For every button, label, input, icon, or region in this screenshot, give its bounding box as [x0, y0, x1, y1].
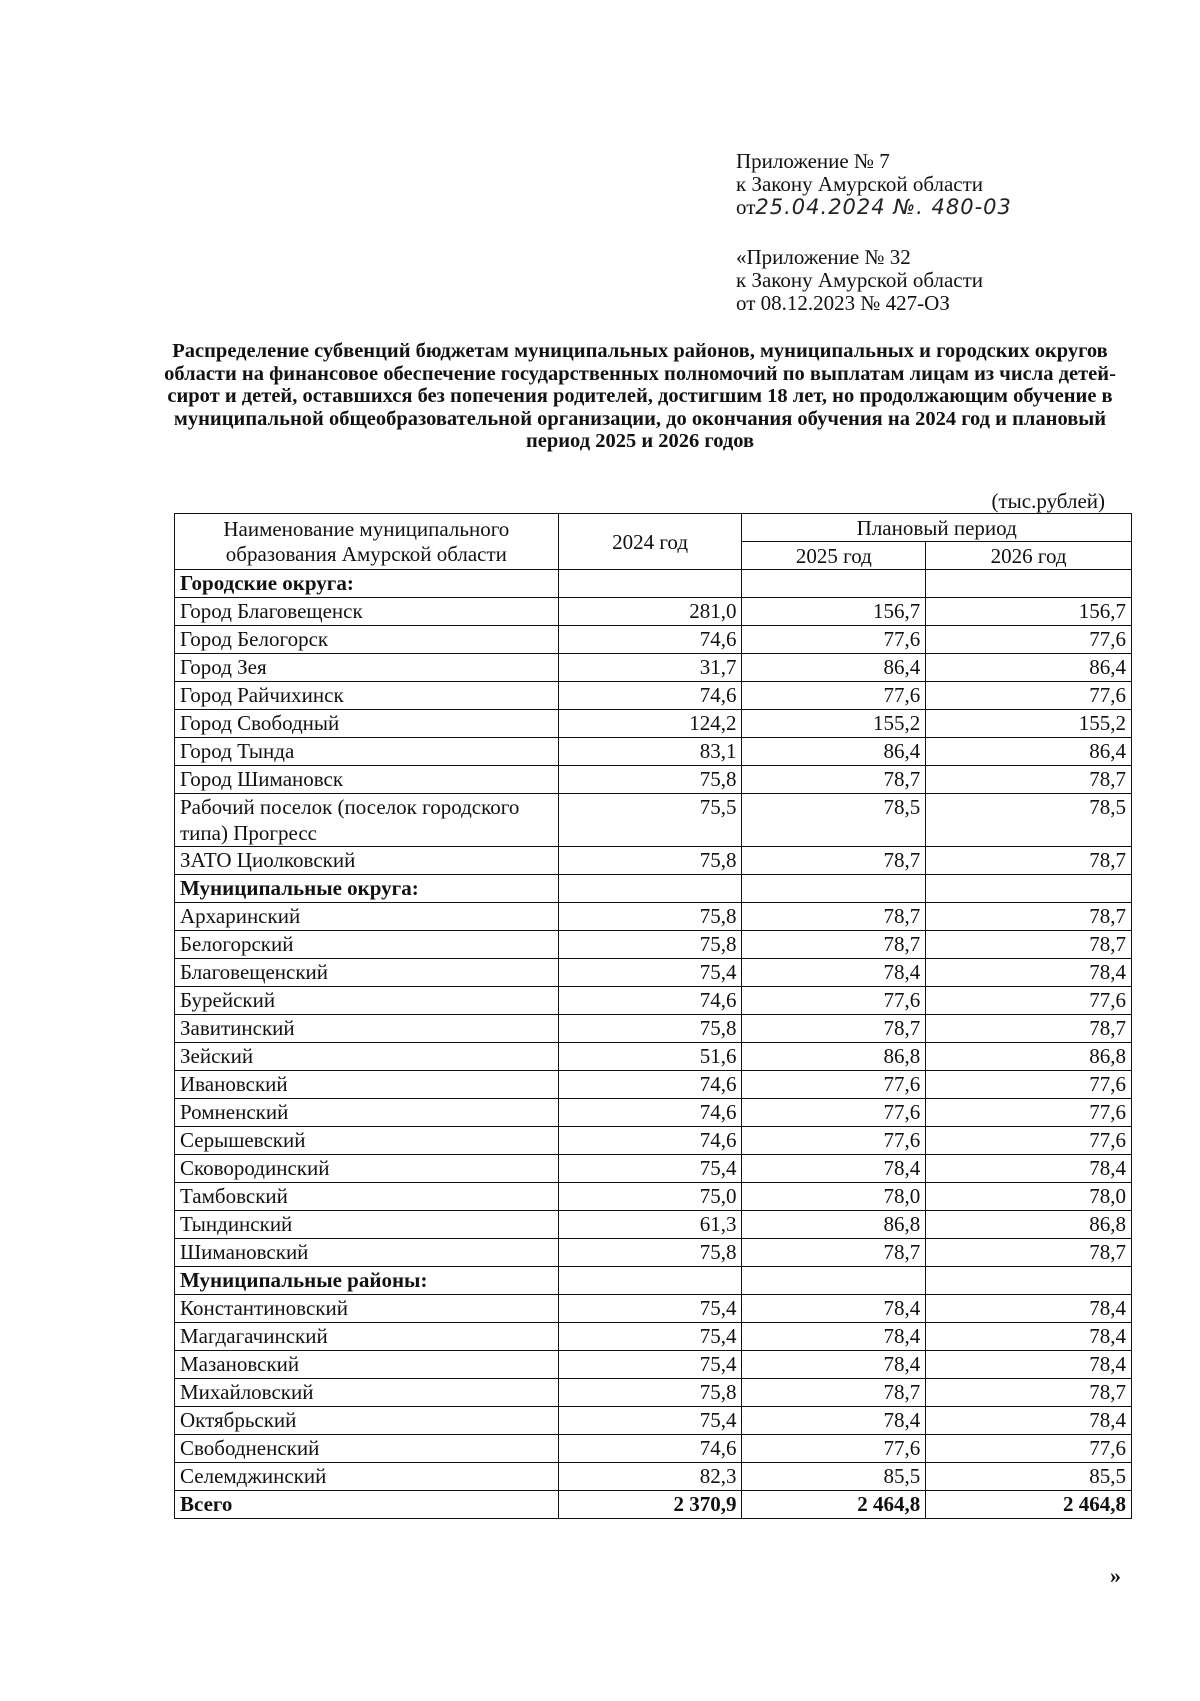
municipality-name: Октябрьский: [175, 1407, 559, 1435]
total-row: [175, 1491, 1132, 1519]
appendix-law-ref: к Закону Амурской области: [736, 172, 984, 196]
value-2025: 78,4: [742, 1155, 926, 1183]
value-2024: 75,8: [558, 1015, 742, 1043]
value-2025: 77,6: [742, 626, 926, 654]
value-2025: 78,4: [742, 959, 926, 987]
municipality-name: ЗАТО Циолковский: [175, 847, 559, 875]
value-2025: 77,6: [742, 1099, 926, 1127]
table-row: [175, 598, 1132, 626]
table-row: [175, 931, 1132, 959]
total-2026: 2 464,8: [926, 1491, 1132, 1519]
value-2025: 78,7: [742, 903, 926, 931]
table-row: [175, 959, 1132, 987]
value-2025: 77,6: [742, 682, 926, 710]
value-2024: 74,6: [558, 987, 742, 1015]
municipality-name: Тамбовский: [175, 1183, 559, 1211]
value-2024: 75,8: [558, 903, 742, 931]
appendix-date-line: [736, 196, 1012, 219]
value-2025: 86,4: [742, 738, 926, 766]
value-2026: 77,6: [926, 1071, 1132, 1099]
value-2026: 78,4: [926, 1155, 1132, 1183]
value-2024: 75,0: [558, 1183, 742, 1211]
municipality-name: Мазановский: [175, 1351, 559, 1379]
municipality-name: Городские округа:: [175, 570, 559, 598]
appendix-amended: [736, 246, 983, 315]
value-2024: 75,4: [558, 1351, 742, 1379]
value-2025: 86,8: [742, 1211, 926, 1239]
municipality-name: Белогорский: [175, 931, 559, 959]
municipality-name: Константиновский: [175, 1295, 559, 1323]
table-row: [175, 1071, 1132, 1099]
municipality-name: Архаринский: [175, 903, 559, 931]
header-2024: 2024 год: [558, 514, 742, 570]
value-2026: 77,6: [926, 626, 1132, 654]
value-2024: 75,8: [558, 931, 742, 959]
value-2025: 77,6: [742, 987, 926, 1015]
value-2025: 78,0: [742, 1183, 926, 1211]
value-2024: 75,8: [558, 847, 742, 875]
value-2025: 78,7: [742, 766, 926, 794]
value-2024: 74,6: [558, 1127, 742, 1155]
value-2025: 77,6: [742, 1127, 926, 1155]
value-2024: 75,8: [558, 1379, 742, 1407]
table-row: [175, 682, 1132, 710]
value-2025: [742, 1267, 926, 1295]
value-2024: 281,0: [558, 598, 742, 626]
value-2026: 78,4: [926, 1351, 1132, 1379]
municipality-name: Серышевский: [175, 1127, 559, 1155]
table-row: [175, 1435, 1132, 1463]
value-2024: 75,8: [558, 1239, 742, 1267]
value-2026: 77,6: [926, 682, 1132, 710]
value-2026: 86,8: [926, 1211, 1132, 1239]
header-2026: 2026 год: [926, 542, 1132, 570]
table-row: [175, 1407, 1132, 1435]
value-2025: 86,8: [742, 1043, 926, 1071]
value-2024: 75,4: [558, 959, 742, 987]
value-2025: 85,5: [742, 1463, 926, 1491]
value-2025: 78,5: [742, 794, 926, 847]
amended-law-ref: к Закону Амурской области: [736, 268, 984, 292]
value-2026: 85,5: [926, 1463, 1132, 1491]
value-2026: 78,7: [926, 847, 1132, 875]
value-2026: 78,7: [926, 903, 1132, 931]
value-2026: [926, 570, 1132, 598]
value-2026: 78,7: [926, 1015, 1132, 1043]
table-row: [175, 1463, 1132, 1491]
value-2026: 78,4: [926, 1295, 1132, 1323]
amended-appendix-number: «Приложение № 32: [736, 245, 911, 269]
closing-quote: »: [1110, 1563, 1121, 1588]
municipality-name: Город Благовещенск: [175, 598, 559, 626]
value-2026: 86,8: [926, 1043, 1132, 1071]
value-2024: [558, 1267, 742, 1295]
value-2025: 155,2: [742, 710, 926, 738]
value-2025: 78,7: [742, 847, 926, 875]
value-2025: [742, 875, 926, 903]
table-row: [175, 1295, 1132, 1323]
municipality-name: Город Шимановск: [175, 766, 559, 794]
municipality-name: Завитинский: [175, 1015, 559, 1043]
value-2024: 75,4: [558, 1323, 742, 1351]
table-row: [175, 1239, 1132, 1267]
municipality-name: Город Тында: [175, 738, 559, 766]
table-row: [175, 1211, 1132, 1239]
table-row: [175, 1099, 1132, 1127]
value-2024: 31,7: [558, 654, 742, 682]
table-row: [175, 987, 1132, 1015]
value-2024: 82,3: [558, 1463, 742, 1491]
value-2026: 78,5: [926, 794, 1132, 847]
value-2025: 78,7: [742, 931, 926, 959]
value-2024: 75,4: [558, 1155, 742, 1183]
value-2024: 74,6: [558, 1435, 742, 1463]
value-2026: 78,4: [926, 1323, 1132, 1351]
table-row: [175, 1127, 1132, 1155]
municipality-name: Благовещенский: [175, 959, 559, 987]
value-2024: 74,6: [558, 1099, 742, 1127]
table-row: [175, 903, 1132, 931]
municipality-name: Город Свободный: [175, 710, 559, 738]
value-2024: 75,4: [558, 1295, 742, 1323]
group-header-row: [175, 570, 1132, 598]
value-2025: 78,4: [742, 1351, 926, 1379]
units-label: (тыс.рублей): [991, 489, 1105, 513]
table-row: [175, 1323, 1132, 1351]
table-row: [175, 1379, 1132, 1407]
value-2025: 86,4: [742, 654, 926, 682]
value-2025: 78,4: [742, 1323, 926, 1351]
value-2026: 78,7: [926, 766, 1132, 794]
total-2025: 2 464,8: [742, 1491, 926, 1519]
value-2025: 77,6: [742, 1435, 926, 1463]
value-2025: 78,4: [742, 1295, 926, 1323]
value-2024: 75,4: [558, 1407, 742, 1435]
value-2026: 77,6: [926, 1435, 1132, 1463]
header-municipality: Наименование муниципального образования Амурской области: [175, 514, 559, 570]
value-2024: 124,2: [558, 710, 742, 738]
value-2026: 77,6: [926, 1099, 1132, 1127]
value-2026: 86,4: [926, 738, 1132, 766]
municipality-name: Муниципальные округа:: [175, 875, 559, 903]
value-2024: 74,6: [558, 682, 742, 710]
value-2024: 83,1: [558, 738, 742, 766]
subvention-table: [174, 513, 1132, 1519]
value-2026: 78,4: [926, 959, 1132, 987]
table-row: [175, 1155, 1132, 1183]
value-2026: 156,7: [926, 598, 1132, 626]
value-2025: 78,7: [742, 1015, 926, 1043]
document-title: Распределение субвенций бюджетам муниципальных районов, муниципальных и городских округов области на финансовое обеспечение государственных полномочий по выплатам лицам из числа детей-сирот и детей, оставшихся без попечения родителей, достигшим 18 лет, но продолжающим обучение в муниципальной общеобразовательной организации, до окончания обучения на 2024 год и плановый период 2025 и 2026 годов: [164, 340, 1116, 453]
appendix-date-prefix: от: [736, 195, 756, 219]
table-row: [175, 626, 1132, 654]
municipality-name: Бурейский: [175, 987, 559, 1015]
value-2026: 77,6: [926, 1127, 1132, 1155]
municipality-name: Муниципальные районы:: [175, 1267, 559, 1295]
municipality-name: Сковородинский: [175, 1155, 559, 1183]
table-row: [175, 1043, 1132, 1071]
table-row: [175, 738, 1132, 766]
appendix-number: Приложение № 7: [736, 149, 890, 173]
municipality-name: Зейский: [175, 1043, 559, 1071]
value-2026: [926, 875, 1132, 903]
municipality-name: Магдагачинский: [175, 1323, 559, 1351]
value-2026: [926, 1267, 1132, 1295]
group-header-row: [175, 1267, 1132, 1295]
table-row: [175, 766, 1132, 794]
value-2024: [558, 570, 742, 598]
total-label: Всего: [175, 1491, 559, 1519]
table-row: [175, 654, 1132, 682]
group-header-row: [175, 875, 1132, 903]
value-2025: [742, 570, 926, 598]
value-2024: 51,6: [558, 1043, 742, 1071]
value-2025: 78,7: [742, 1379, 926, 1407]
table-row: [175, 1351, 1132, 1379]
value-2025: 78,4: [742, 1407, 926, 1435]
appendix-current: [736, 150, 1012, 219]
value-2026: 78,7: [926, 1239, 1132, 1267]
value-2025: 78,7: [742, 1239, 926, 1267]
value-2026: 78,0: [926, 1183, 1132, 1211]
value-2024: 74,6: [558, 1071, 742, 1099]
amended-date-line: от 08.12.2023 № 427-ОЗ: [736, 291, 950, 315]
table-row: [175, 847, 1132, 875]
municipality-name: Ромненский: [175, 1099, 559, 1127]
value-2026: 78,7: [926, 1379, 1132, 1407]
municipality-name: Тындинский: [175, 1211, 559, 1239]
table-row: [175, 1183, 1132, 1211]
table-row: [175, 794, 1132, 847]
municipality-name: Селемджинский: [175, 1463, 559, 1491]
handwritten-date-number: 25.04.2024 №. 480-03: [755, 195, 1012, 219]
total-2024: 2 370,9: [558, 1491, 742, 1519]
municipality-name: Рабочий поселок (поселок городского типа) Прогресс: [175, 794, 559, 847]
table-row: [175, 1015, 1132, 1043]
value-2026: 86,4: [926, 654, 1132, 682]
value-2024: 61,3: [558, 1211, 742, 1239]
table-row: [175, 710, 1132, 738]
municipality-name: Город Райчихинск: [175, 682, 559, 710]
municipality-name: Ивановский: [175, 1071, 559, 1099]
value-2026: 78,7: [926, 931, 1132, 959]
value-2024: 74,6: [558, 626, 742, 654]
value-2025: 156,7: [742, 598, 926, 626]
value-2024: 75,8: [558, 766, 742, 794]
value-2026: 77,6: [926, 987, 1132, 1015]
municipality-name: Город Зея: [175, 654, 559, 682]
header-2025: 2025 год: [742, 542, 926, 570]
value-2026: 155,2: [926, 710, 1132, 738]
header-planned-period: Плановый период: [742, 514, 1132, 542]
municipality-name: Город Белогорск: [175, 626, 559, 654]
municipality-name: Шимановский: [175, 1239, 559, 1267]
value-2025: 77,6: [742, 1071, 926, 1099]
value-2024: [558, 875, 742, 903]
municipality-name: Свободненский: [175, 1435, 559, 1463]
value-2024: 75,5: [558, 794, 742, 847]
table-body: [175, 570, 1132, 1519]
value-2026: 78,4: [926, 1407, 1132, 1435]
municipality-name: Михайловский: [175, 1379, 559, 1407]
